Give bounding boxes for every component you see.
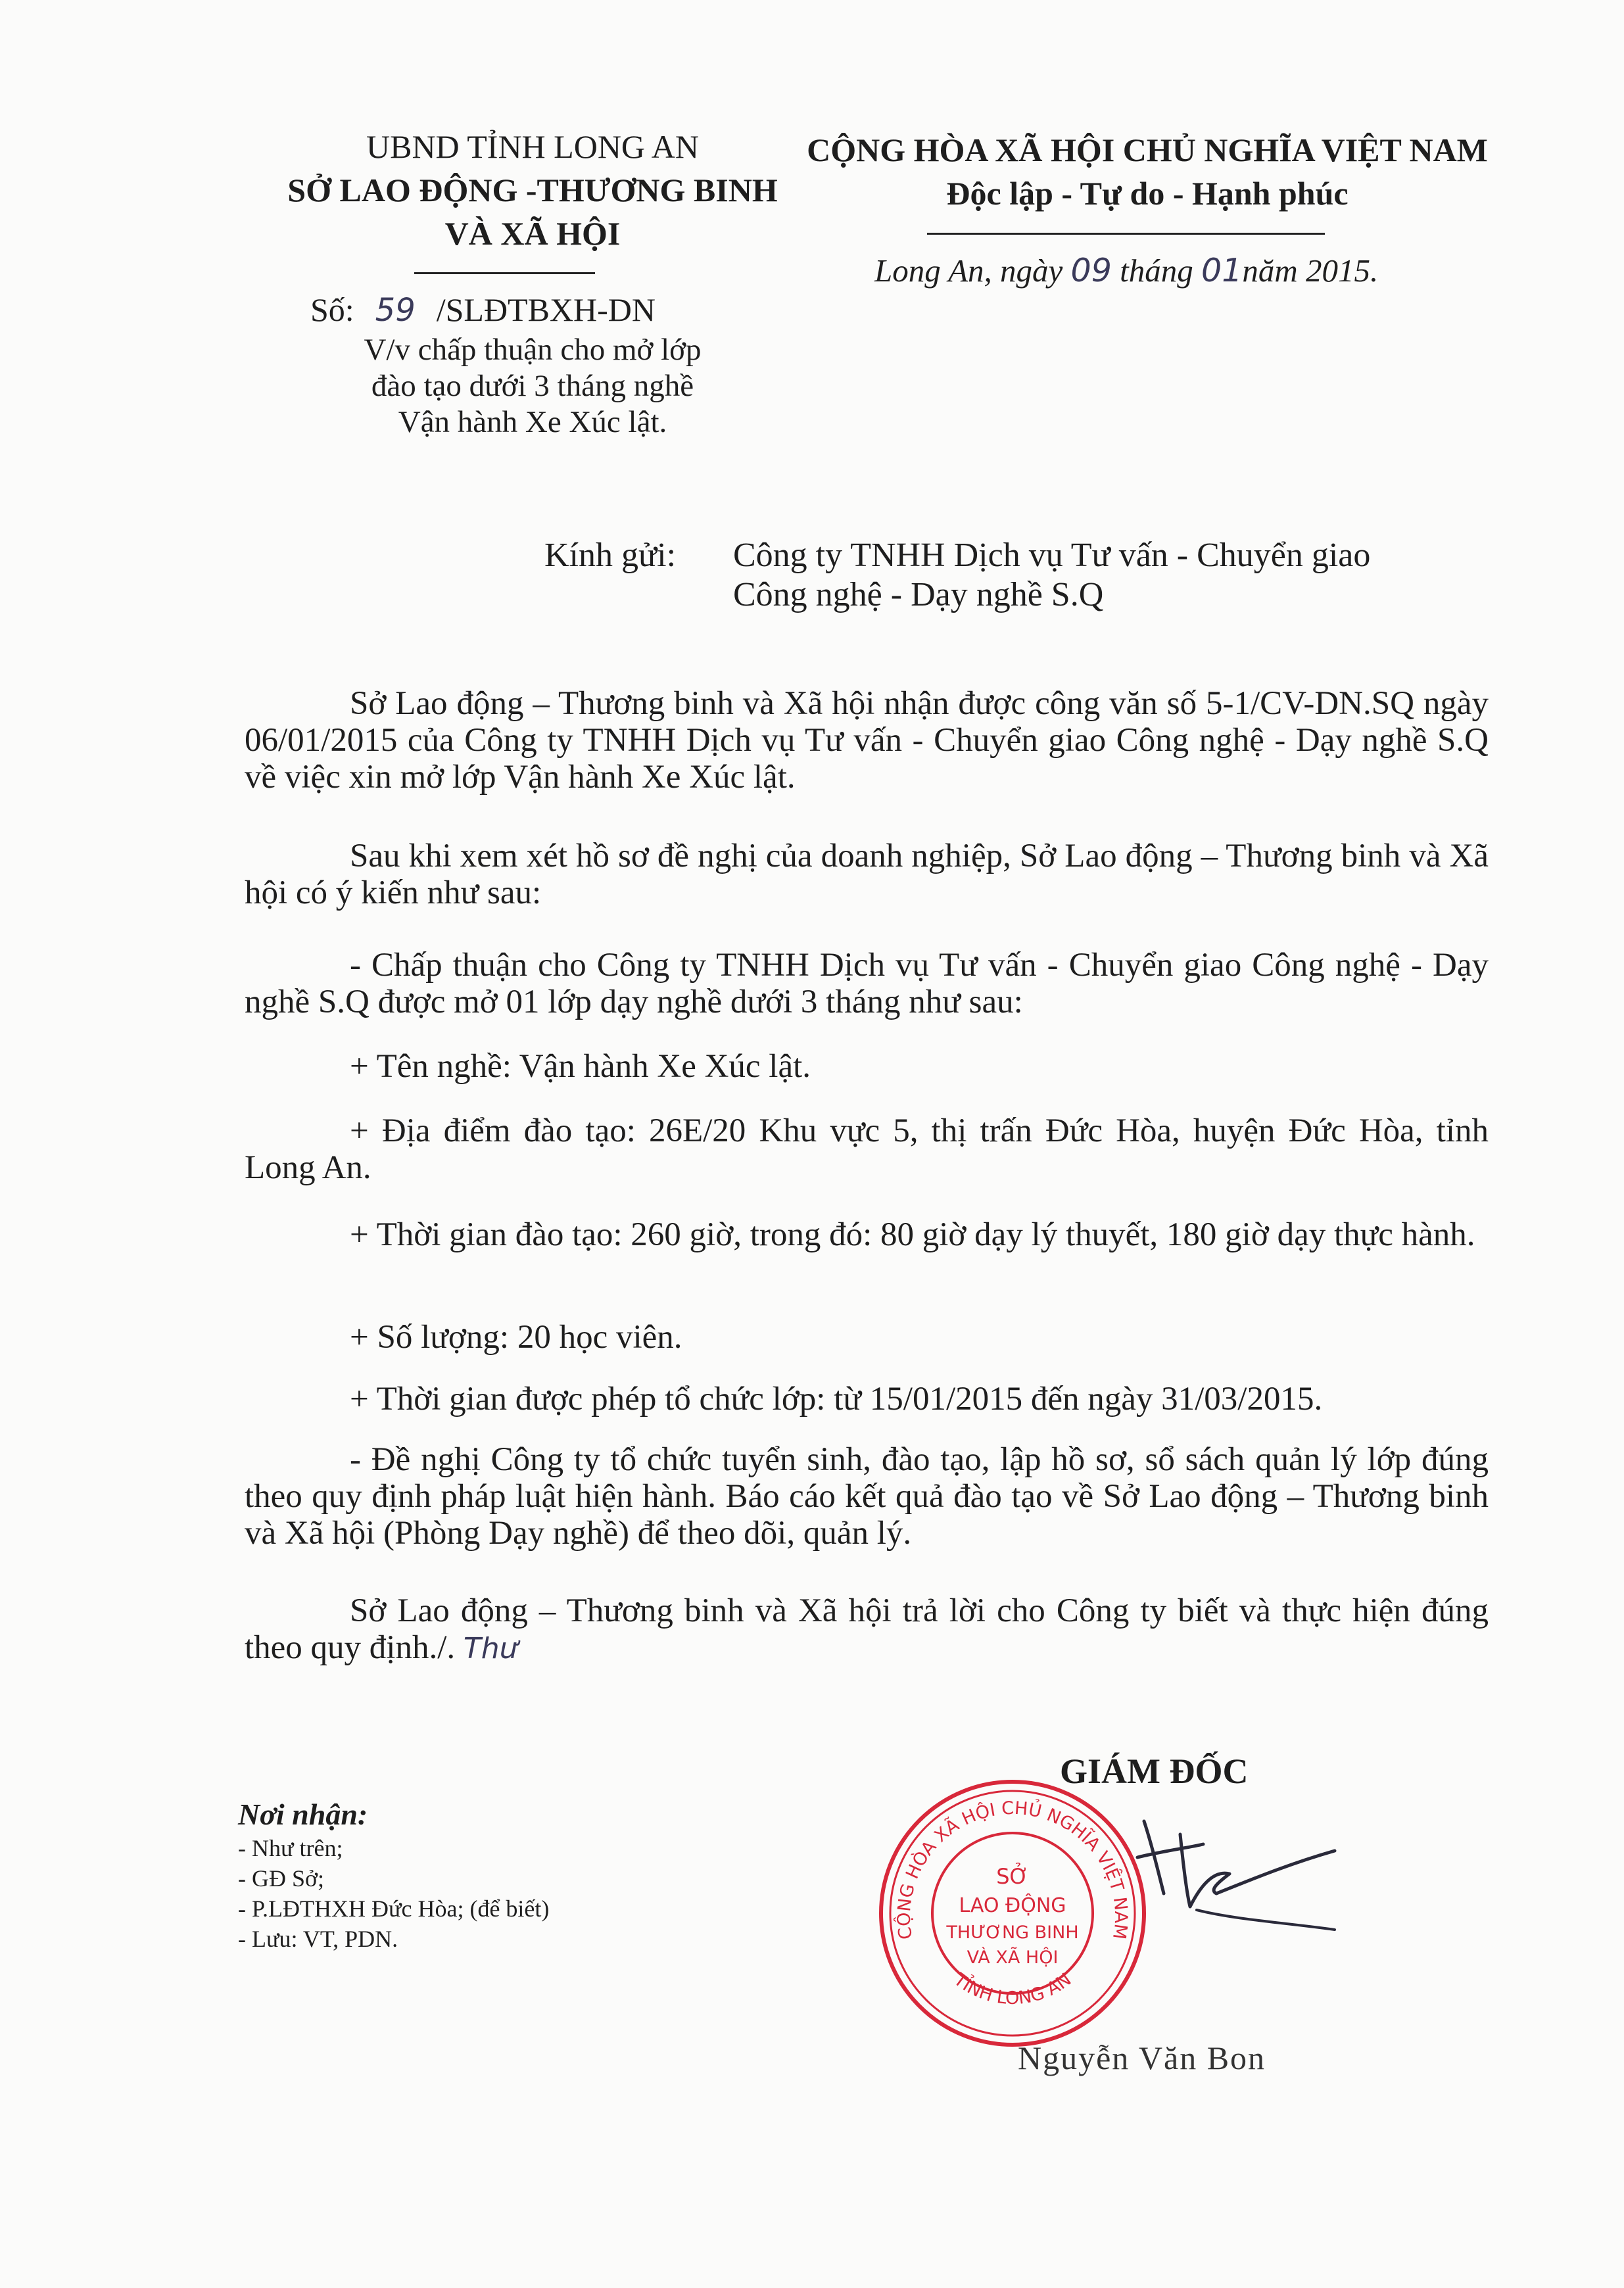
document-number [310, 288, 656, 332]
recipient-line1: Công ty TNHH Dịch vụ Tư vấn - Chuyển giao [733, 536, 1371, 574]
stamp-center-line1: SỞ [996, 1864, 1029, 1889]
subject-block [164, 332, 901, 441]
recipients-title: Nơi nhận: [238, 1798, 368, 1831]
doc-number-prefix: Số: [310, 291, 354, 328]
subject-line1: V/v chấp thuận cho mở lớp [364, 333, 702, 367]
training-occupation-text: + Tên nghề: Vận hành Xe Xúc lật. [350, 1048, 811, 1085]
recipient-item-4: - Lưu: VT, PDN. [238, 1926, 398, 1952]
signer-title: GIÁM ĐỐC [1060, 1752, 1249, 1791]
recipient-name [733, 536, 1370, 615]
agency-name-line2: VÀ XÃ HỘI [444, 215, 621, 252]
handwritten-signature [1118, 1795, 1354, 1953]
agency-parent: UBND TỈNH LONG AN [366, 128, 699, 165]
doc-number-suffix: /SLĐTBXH-DN [436, 291, 656, 328]
recipient-label: Kính gửi: [544, 536, 677, 574]
date-month-handwritten: 01 [1201, 252, 1243, 289]
paragraph-2 [245, 838, 1489, 911]
recipient-item-3: - P.LĐTHXH Đức Hòa; (để biết) [238, 1895, 550, 1922]
paragraph-1-text: Sở Lao động – Thương binh và Xã hội nhận được công văn số 5-1/CV-DN.SQ ngày 06/01/2015 của Công ty TNHH Dịch vụ Tư vấn - Chuyển giao Công nghệ - Dạy nghề S.Q về việc xin mở lớp Vận hành Xe Xúc lật. [245, 685, 1489, 796]
training-duration-text: + Thời gian đào tạo: 260 giờ, trong đó: 80 giờ dạy lý thuyết, 180 giờ dạy thực hành. [350, 1216, 1475, 1253]
paragraph-closing-text [245, 1592, 1489, 1667]
paragraph-3-text: - Chấp thuận cho Công ty TNHH Dịch vụ Tư vấn - Chuyển giao Công nghệ - Dạy nghề S.Q được mở 01 lớp dạy nghề dưới 3 tháng như sau: [245, 947, 1489, 1020]
paragraph-3 [245, 947, 1489, 1020]
date-place: Long An, ngày [874, 252, 1063, 289]
training-location [245, 1112, 1489, 1186]
date-year: năm 2015. [1242, 252, 1379, 289]
date-line [874, 251, 1378, 291]
paragraph-request-text: - Đề nghị Công ty tổ chức tuyển sinh, đào tạo, lập hồ sơ, sổ sách quản lý lớp đúng theo quy định pháp luật hiện hành. Báo cáo kết quả đào tạo về Sở Lao động – Thương binh và Xã hội (Phòng Dạy nghề) để theo dõi, quản lý. [245, 1441, 1489, 1552]
recipient-line2: Công nghệ - Dạy nghề S.Q [733, 576, 1104, 613]
recipient-item-2: - GĐ Sở; [238, 1865, 325, 1892]
recipient-item-1: - Như trên; [238, 1835, 343, 1861]
stamp-center-line3: THƯƠNG BINH [946, 1922, 1079, 1943]
paragraph-1 [245, 685, 1489, 796]
training-quantity-text: + Số lượng: 20 học viên. [350, 1319, 682, 1356]
initials-handwritten: Thư [463, 1632, 518, 1665]
signer-name: Nguyễn Văn Bon [1018, 2039, 1266, 2076]
training-location-text: + Địa điểm đào tạo: 26E/20 Khu vực 5, thị trấn Đức Hòa, huyện Đức Hòa, tỉnh Long An. [245, 1112, 1489, 1186]
official-stamp [868, 1769, 1157, 2058]
agency-name-line1: SỞ LAO ĐỘNG -THƯƠNG BINH [287, 172, 778, 208]
date-day-handwritten: 09 [1070, 252, 1112, 289]
motto: Độc lập - Tự do - Hạnh phúc [946, 175, 1349, 212]
national-header [776, 128, 1519, 215]
nation-name: CỘNG HÒA XÃ HỘI CHỦ NGHĨA VIỆT NAM [807, 131, 1488, 168]
stamp-bottom-text: TỈNH LONG AN [949, 1969, 1076, 2009]
date-month-label: tháng [1120, 252, 1193, 289]
paragraph-closing [245, 1592, 1489, 1667]
training-period [245, 1381, 1489, 1418]
paragraph-request [245, 1441, 1489, 1552]
training-period-text: + Thời gian được phép tổ chức lớp: từ 15/01/2015 đến ngày 31/03/2015. [350, 1381, 1323, 1418]
paragraph-2-text: Sau khi xem xét hồ sơ đề nghị của doanh nghiệp, Sở Lao động – Thương binh và Xã hội có ý kiến như sau: [245, 838, 1489, 911]
subject-line2: đào tạo dưới 3 tháng nghề [371, 369, 694, 403]
motto-underline [927, 233, 1325, 235]
stamp-center-line4: VÀ XÃ HỘI [967, 1947, 1059, 1968]
training-occupation [245, 1048, 1489, 1085]
training-quantity [245, 1319, 1489, 1356]
stamp-ring-text: CỘNG HÒA XÃ HỘI CHỦ NGHĨA VIỆT NAM [894, 1798, 1132, 1941]
paragraph-closing-body: Sở Lao động – Thương binh và Xã hội trả lời cho Công ty biết và thực hiện đúng theo quy định./. [245, 1592, 1489, 1666]
subject-line3: Vận hành Xe Xúc lật. [398, 405, 667, 439]
agency-underline [414, 272, 595, 274]
recipients-block [238, 1796, 549, 1954]
doc-number-handwritten: 59 [375, 292, 416, 329]
stamp-center-line2: LAO ĐỘNG [959, 1894, 1066, 1917]
training-duration [245, 1216, 1489, 1253]
